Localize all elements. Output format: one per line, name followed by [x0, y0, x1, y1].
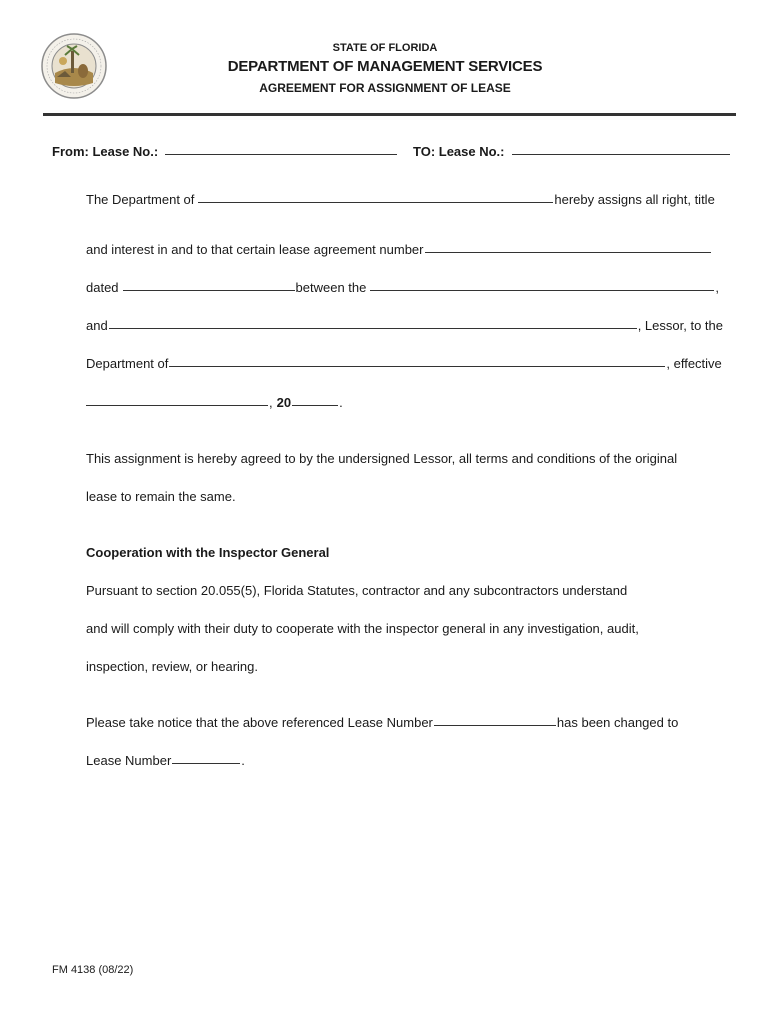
period-text-2: . — [241, 753, 245, 768]
notice-line-1 — [86, 715, 678, 730]
dated-field[interactable] — [123, 289, 295, 291]
assigns-rights-text: hereby assigns all right, title — [554, 192, 715, 207]
state-title: STATE OF FLORIDA — [332, 42, 438, 54]
new-lease-number-field[interactable] — [172, 762, 240, 764]
inspector-general-heading: Cooperation with the Inspector General — [86, 545, 330, 560]
lessor-text: , Lessor, to the — [637, 318, 723, 333]
period-text: . — [339, 395, 343, 410]
dated-label: dated — [86, 280, 119, 295]
assignment-line-6 — [86, 395, 343, 410]
comma-text-2: , — [269, 395, 273, 410]
assigning-department-field[interactable] — [198, 201, 553, 203]
agreement-line-2: lease to remain the same. — [86, 489, 236, 504]
effective-text: , effective — [666, 356, 722, 371]
lessor-field[interactable] — [109, 327, 637, 329]
department-of-label-2: Department of — [86, 356, 169, 371]
comma-text: , — [715, 280, 720, 295]
assignment-line-1 — [86, 192, 715, 207]
header-divider — [43, 113, 736, 116]
from-lease-label: From: Lease No.: — [52, 144, 159, 159]
agreement-line-1: This assignment is hereby agreed to by the undersigned Lessor, all terms and conditions of the original — [86, 451, 678, 466]
assignment-line-4 — [86, 318, 723, 333]
notice-line-2 — [86, 753, 245, 768]
form-title: AGREEMENT FOR ASSIGNMENT OF LEASE — [259, 81, 511, 95]
inspector-line-1: Pursuant to section 20.055(5), Florida Statutes, contractor and any subcontractors understand — [86, 583, 628, 598]
lease-agreement-number-field[interactable] — [425, 251, 711, 253]
from-lease-field[interactable] — [165, 153, 397, 155]
assignment-line-3 — [86, 280, 719, 295]
inspector-line-3: inspection, review, or hearing. — [86, 659, 258, 674]
lease-number-label: Lease Number — [86, 753, 172, 768]
to-lease-row — [413, 144, 731, 159]
between-party-field[interactable] — [370, 289, 714, 291]
year-prefix: 20 — [276, 395, 292, 410]
inspector-line-2: and will comply with their duty to cooperate with the inspector general in any investigation, audit, — [86, 621, 639, 636]
notice-text: Please take notice that the above referenced Lease Number — [86, 715, 433, 730]
old-lease-number-field[interactable] — [434, 724, 556, 726]
to-lease-field[interactable] — [512, 153, 730, 155]
changed-to-text: has been changed to — [556, 715, 679, 730]
assignment-line-5 — [86, 356, 722, 371]
year-field[interactable] — [292, 404, 338, 406]
department-of-label: The Department of — [86, 192, 195, 207]
lease-agreement-text: and interest in and to that certain lease agreement number — [86, 242, 424, 257]
assignment-line-2 — [86, 242, 712, 257]
effective-date-field[interactable] — [86, 404, 268, 406]
department-title: DEPARTMENT OF MANAGEMENT SERVICES — [227, 58, 543, 75]
form-number: FM 4138 (08/22) — [52, 964, 134, 976]
assignee-department-field[interactable] — [169, 365, 665, 367]
to-lease-label: TO: Lease No.: — [413, 144, 505, 159]
and-label: and — [86, 318, 108, 333]
from-lease-row — [52, 144, 398, 159]
between-label: between the — [295, 280, 367, 295]
